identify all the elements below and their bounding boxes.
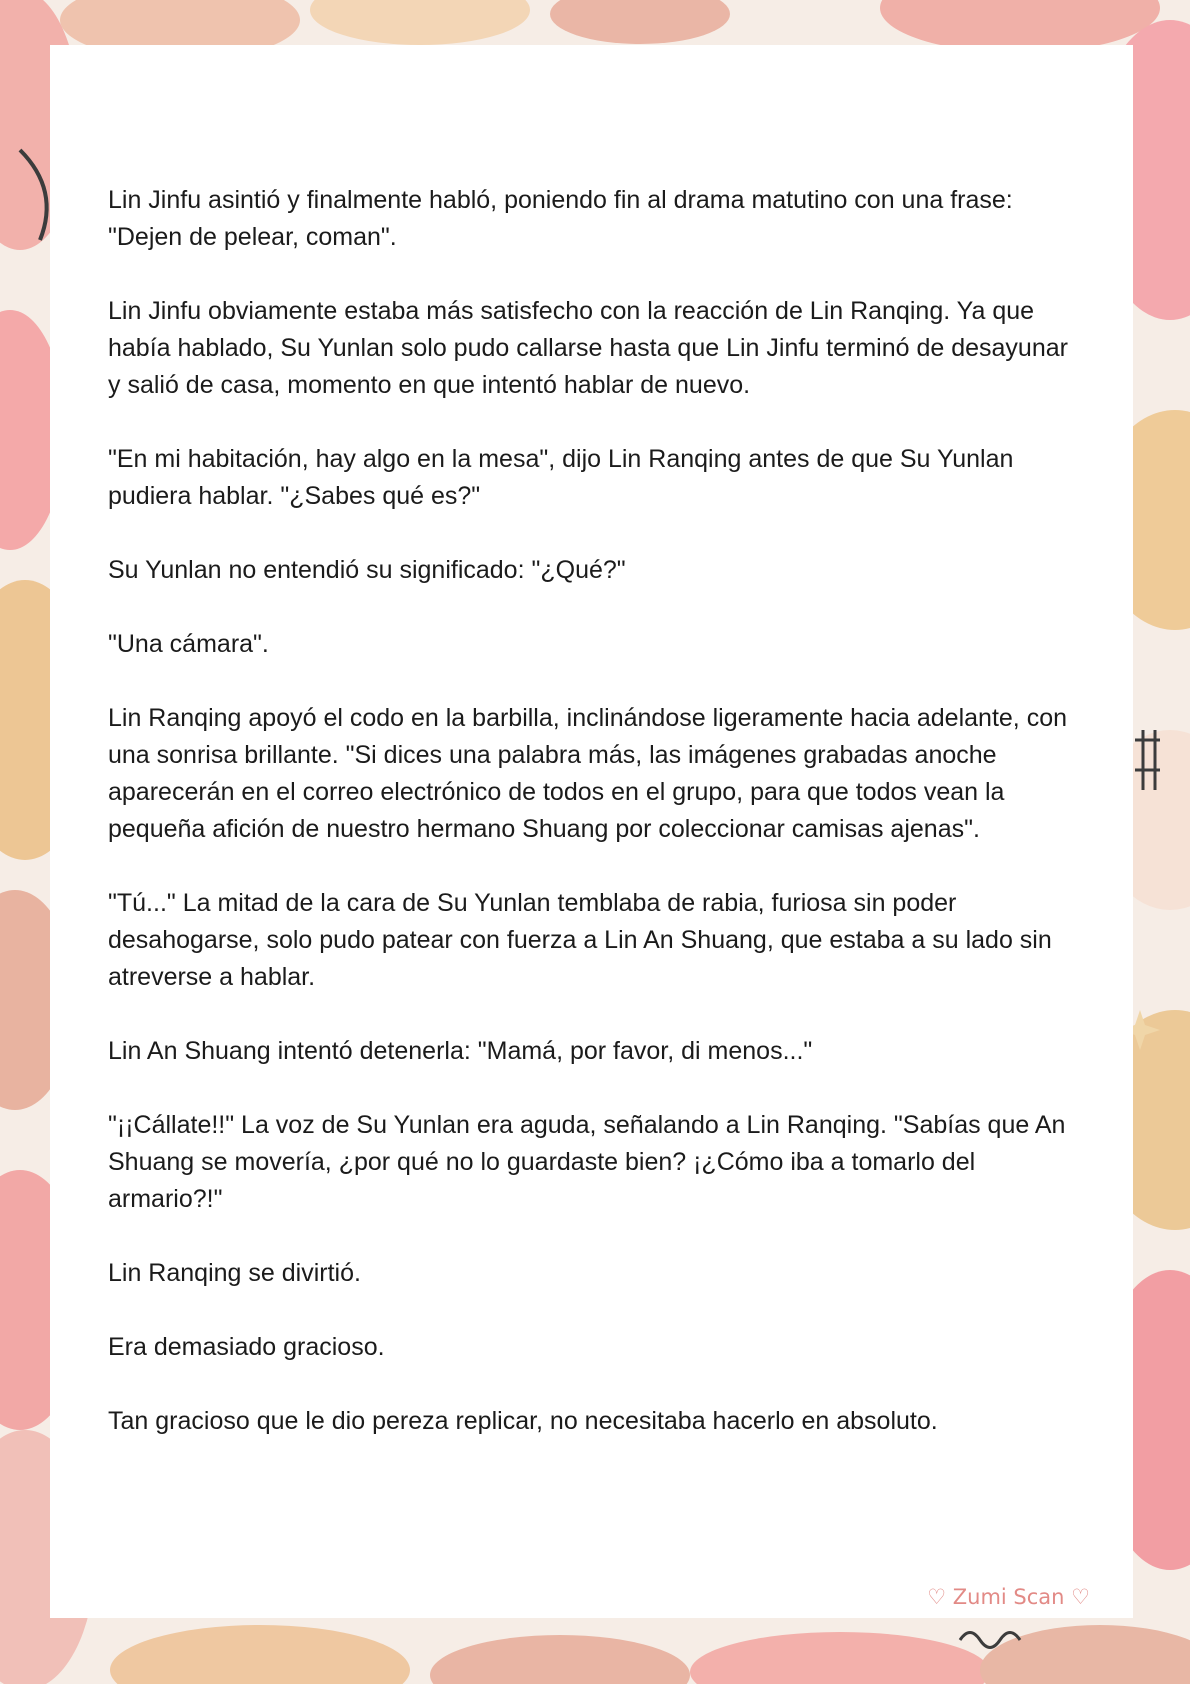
paragraph: "En mi habitación, hay algo en la mesa", dijo Lin Ranqing antes de que Su Yunlan pudiera hablar. "¿Sabes qué es?": [108, 445, 1014, 510]
scanlation-credit: [920, 1582, 1090, 1612]
credit-label: Zumi Scan: [952, 1585, 1065, 1609]
paragraph: Era demasiado gracioso.: [108, 1333, 385, 1361]
heart-icon: ♡: [927, 1585, 947, 1609]
paragraph: "Una cámara".: [108, 630, 269, 658]
paragraph: Tan gracioso que le dio pereza replicar, no necesitaba hacerlo en absoluto.: [108, 1407, 938, 1435]
paragraph: Lin Jinfu asintió y finalmente habló, poniendo fin al drama matutino con una frase: "Dejen de pelear, coman".: [108, 186, 1013, 251]
paragraph: "¡¡Cállate!!" La voz de Su Yunlan era aguda, señalando a Lin Ranqing. "Sabías que An Shuang se movería, ¿por qué no lo guardaste bien? ¡¿Cómo iba a tomarlo del armario?!": [108, 1111, 1066, 1213]
paragraph: "Tú..." La mitad de la cara de Su Yunlan temblaba de rabia, furiosa sin poder desahogarse, solo pudo patear con fuerza a Lin An Shuang, que estaba a su lado sin atreverse a hablar.: [108, 889, 1052, 991]
heart-icon: ♡: [1071, 1585, 1090, 1609]
paragraph: Lin Ranqing apoyó el codo en la barbilla, inclinándose ligeramente hacia adelante, con una sonrisa brillante. "Si dices una palabra más, las imágenes grabadas anoche aparecerán en el correo electrónico de todos en el grupo, para que todos vean la pequeña afición de nuestro hermano Shuang por coleccionar camisas ajenas".: [108, 704, 1067, 843]
paragraph: Lin Ranqing se divirtió.: [108, 1259, 361, 1287]
paragraph: Lin Jinfu obviamente estaba más satisfecho con la reacción de Lin Ranqing. Ya que había hablado, Su Yunlan solo pudo callarse hasta que Lin Jinfu terminó de desayunar y salió de casa, momento en que intentó hablar de nuevo.: [108, 297, 1068, 399]
chapter-text: [108, 182, 1073, 1477]
paragraph: Lin An Shuang intentó detenerla: "Mamá, por favor, di menos...": [108, 1037, 813, 1065]
paragraph: Su Yunlan no entendió su significado: "¿Qué?": [108, 556, 626, 584]
